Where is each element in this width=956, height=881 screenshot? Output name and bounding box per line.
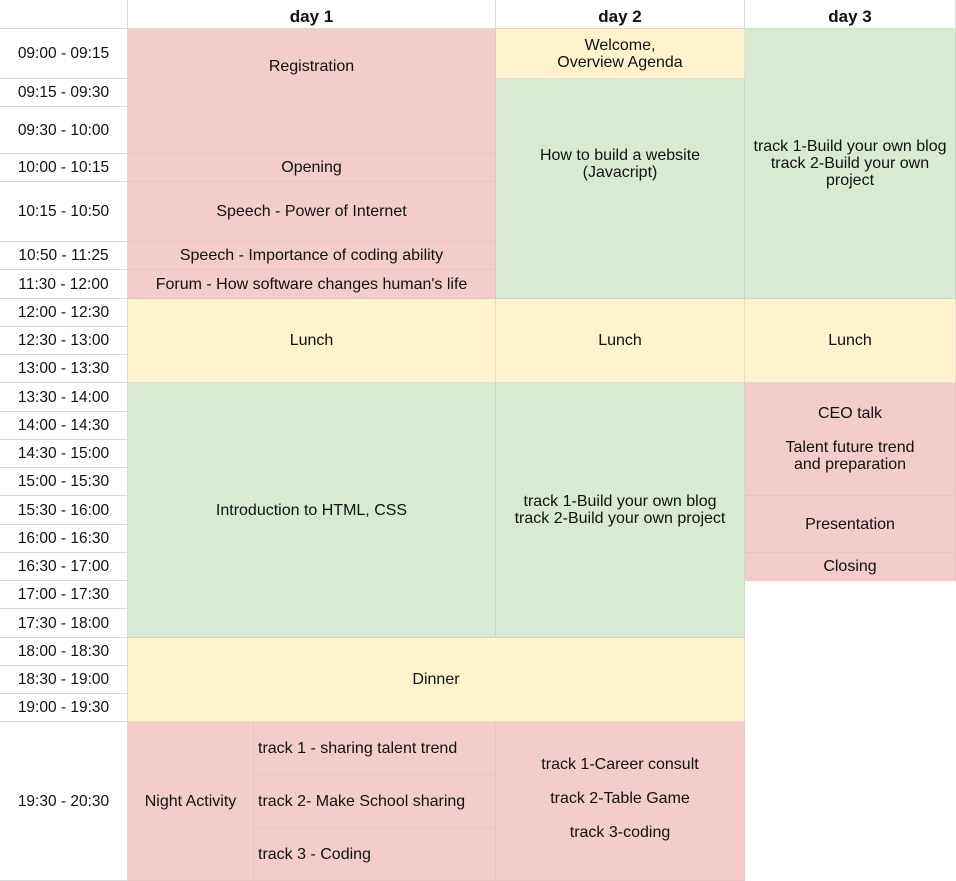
time-cell[interactable]: 09:00 - 09:15	[0, 29, 128, 79]
day1-lunch[interactable]: Lunch	[128, 299, 496, 383]
time-cell[interactable]: 15:30 - 16:00	[0, 496, 128, 525]
time-cell[interactable]: 10:00 - 10:15	[0, 154, 128, 182]
time-cell[interactable]: 11:30 - 12:00	[0, 270, 128, 299]
day2-lunch[interactable]: Lunch	[496, 299, 745, 383]
event-label-line: Talent future trend	[785, 439, 915, 456]
time-cell[interactable]: 18:00 - 18:30	[0, 638, 128, 666]
day2-build-website[interactable]	[496, 79, 745, 299]
time-cell[interactable]: 09:15 - 09:30	[0, 79, 128, 107]
header-day-2[interactable]: day 2	[496, 0, 745, 29]
event-label-line: Overview Agenda	[557, 53, 683, 71]
time-cell[interactable]: 14:00 - 14:30	[0, 412, 128, 440]
time-cell[interactable]: 15:00 - 15:30	[0, 468, 128, 496]
event-label-line: track 2-Build your own	[770, 155, 930, 172]
event-label-line: track 3-coding	[569, 823, 671, 841]
time-cell[interactable]: 12:30 - 13:00	[0, 327, 128, 355]
event-label-line: track 2-Table Game	[550, 789, 690, 807]
day1-registration[interactable]	[128, 29, 496, 154]
event-label-line: track 2-Build your own project	[514, 510, 726, 527]
day3-empty	[745, 581, 956, 881]
time-cell[interactable]: 18:30 - 19:00	[0, 666, 128, 694]
event-label-line: CEO talk	[817, 405, 882, 422]
time-cell[interactable]: 17:30 - 18:00	[0, 609, 128, 638]
time-cell[interactable]: 12:00 - 12:30	[0, 299, 128, 327]
time-cell[interactable]: 19:00 - 19:30	[0, 694, 128, 722]
day3-lunch[interactable]: Lunch	[745, 299, 956, 383]
event-label-line: (Javacript)	[582, 163, 658, 181]
time-cell[interactable]: 16:00 - 16:30	[0, 525, 128, 553]
event-label-line: track 1-Build your own blog	[523, 493, 717, 510]
header-day-1[interactable]: day 1	[128, 0, 496, 29]
time-cell[interactable]: 10:50 - 11:25	[0, 242, 128, 270]
event-label-line: Welcome,	[584, 36, 656, 54]
day1-intro-html-css[interactable]: Introduction to HTML, CSS	[128, 383, 496, 638]
day2-tracks[interactable]	[496, 383, 745, 638]
time-cell[interactable]: 13:30 - 14:00	[0, 383, 128, 412]
day3-ceo-talk[interactable]	[745, 383, 956, 496]
event-label-line: track 1-Career consult	[541, 755, 699, 773]
corner-cell	[0, 0, 128, 29]
day1-opening[interactable]: Opening	[128, 154, 496, 182]
time-cell[interactable]: 14:30 - 15:00	[0, 440, 128, 468]
time-cell[interactable]: 16:30 - 17:00	[0, 553, 128, 581]
header-day-3[interactable]: day 3	[745, 0, 956, 29]
day2-night-tracks[interactable]	[496, 722, 745, 881]
day1-night-track-1[interactable]: track 1 - sharing talent trend	[254, 722, 496, 775]
event-label: Registration	[268, 57, 355, 75]
time-cell[interactable]: 13:00 - 13:30	[0, 355, 128, 383]
day3-tracks[interactable]	[745, 29, 956, 299]
day1-night-activity[interactable]: Night Activity	[128, 722, 254, 881]
dinner[interactable]: Dinner	[128, 638, 745, 722]
event-label-line: How to build a website	[539, 146, 701, 164]
day2-welcome[interactable]	[496, 29, 745, 79]
day1-night-track-2[interactable]: track 2- Make School sharing	[254, 775, 496, 828]
time-cell[interactable]: 19:30 - 20:30	[0, 722, 128, 881]
day3-presentation[interactable]: Presentation	[745, 496, 956, 553]
time-cell[interactable]: 17:00 - 17:30	[0, 581, 128, 609]
day1-forum[interactable]: Forum - How software changes human's life	[128, 270, 496, 299]
event-label-line: project	[825, 172, 875, 189]
time-cell[interactable]: 10:15 - 10:50	[0, 182, 128, 242]
day1-speech-coding[interactable]: Speech - Importance of coding ability	[128, 242, 496, 270]
day3-closing[interactable]: Closing	[745, 553, 956, 581]
day1-night-track-3[interactable]: track 3 - Coding	[254, 828, 496, 881]
time-cell[interactable]: 09:30 - 10:00	[0, 107, 128, 154]
event-label-line: track 1-Build your own blog	[753, 138, 947, 155]
day1-speech-power[interactable]: Speech - Power of Internet	[128, 182, 496, 242]
event-label-line: and preparation	[793, 456, 907, 473]
